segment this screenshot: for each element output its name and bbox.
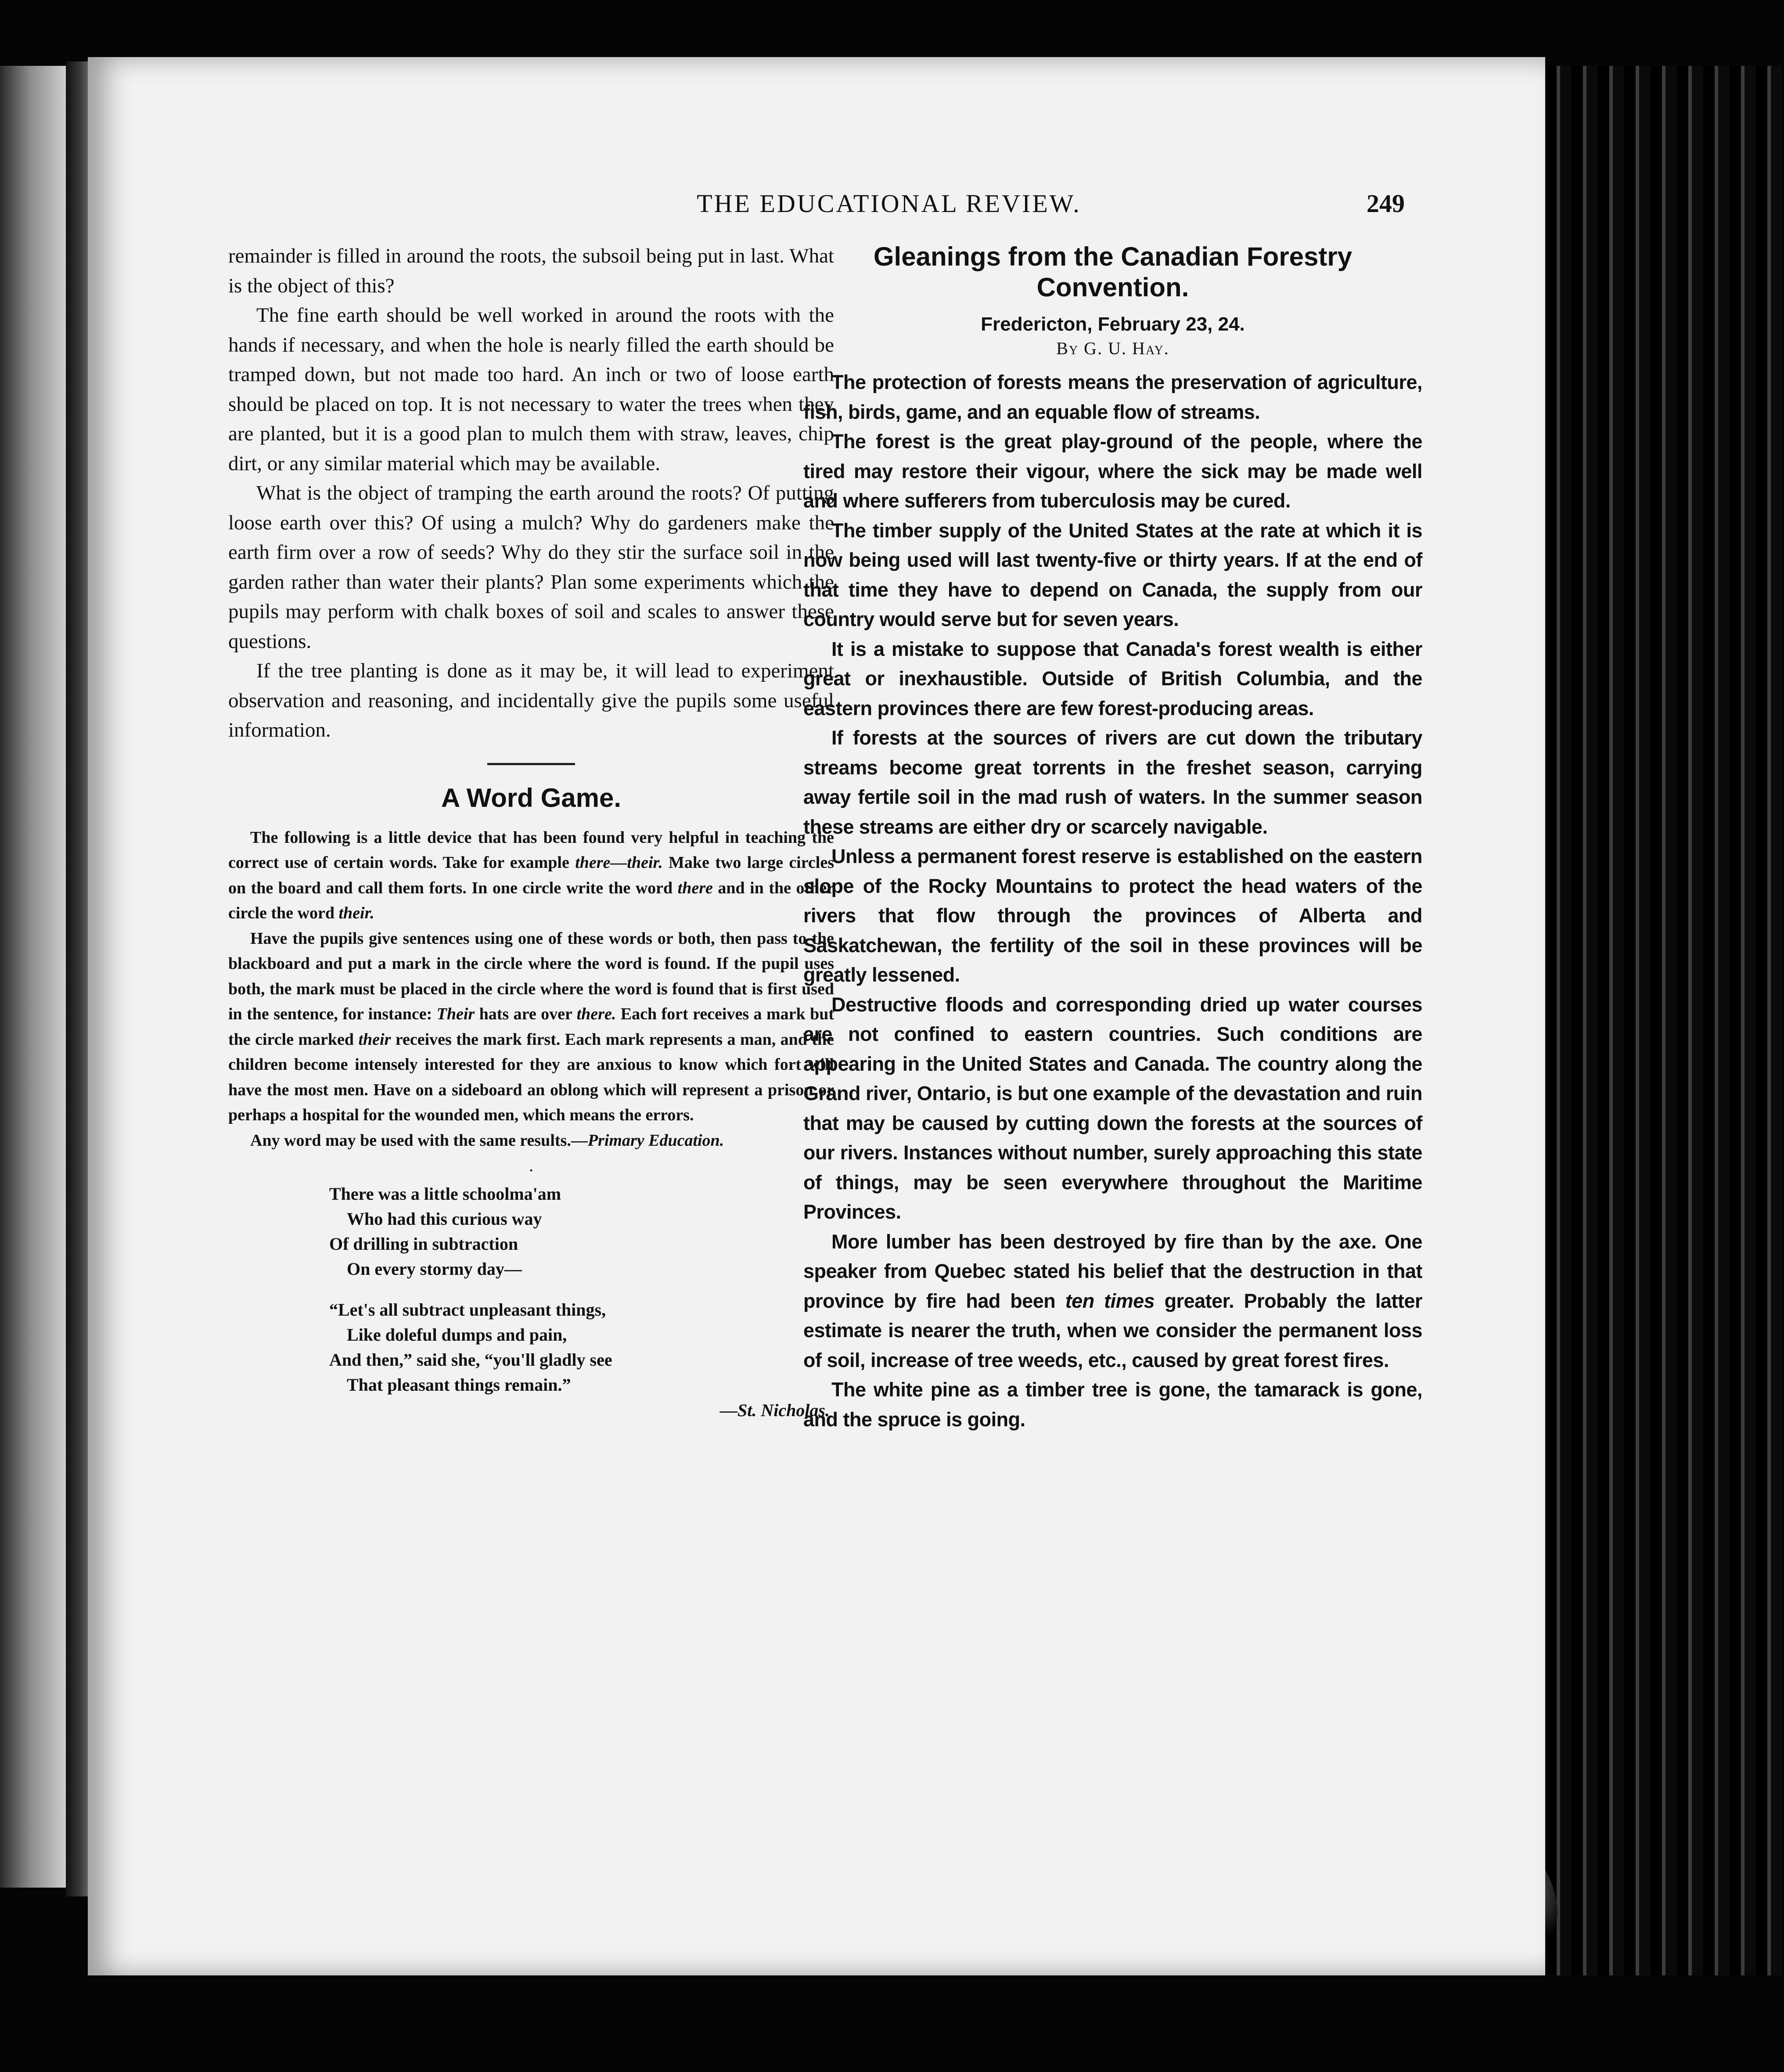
word-game-paragraph: Have the pupils give sentences using one of these words or both, then pass to the blackboard and put a mark in the circle where the word is found. If the pupil uses both, the mark must be placed in the circle where the word is found that is first used in the sentence, for instance: Their hats are over there. Each fort receives a mark but the circle marked their receives the mark first. Each mark represents a man, and the children become intensely interested for they are anxious to know which fort will have the most men. Have on a sideboard an oblong which will represent a prison or perhaps a hospital for the wounded men, which means the errors. xyxy=(228,929,834,1124)
page-number: 249 xyxy=(1367,189,1405,218)
paragraph: If forests at the sources of rivers are cut down the tributary streams become great torrents in the freshet season, carrying away fertile soil in the mad rush of waters. In the summer season these streams are either dry or scarcely navigable. xyxy=(803,727,1422,838)
paragraph: What is the object of tramping the earth around the roots? Of putting loose earth over this? Of using a mulch? Why do gardeners make the earth firm over a row of seeds? Why do they stir the surface soil in the garden rather than water their plants? Plan some experiments which the pupils may perform with chalk boxes of soil and scales to answer these questions. xyxy=(228,482,834,653)
dot-divider: . xyxy=(529,1155,533,1175)
left-column xyxy=(228,241,834,1421)
poem-line: Who had this curious way xyxy=(347,1209,542,1229)
paragraph: More lumber has been destroyed by fire than by the axe. One speaker from Quebec stated his belief that the destruction in that province by fire had been ten times greater. Probably the latter estimate is nearer the truth, when we consider the permanent loss of soil, increase of tree weeds, etc., caused by great forest fires. xyxy=(803,1230,1422,1371)
paragraph: If the tree planting is done as it may be, it will lead to experiment observation and reasoning, and incidentally give the pupils some useful information. xyxy=(228,659,834,741)
word-game-paragraph: Any word may be used with the same results.—Primary Education. xyxy=(250,1131,724,1150)
paragraph: The forest is the great play-ground of the people, where the tired may restore their vigour, where the sick may be made well and where sufferers from tuberculosis may be cured. xyxy=(803,430,1422,512)
paragraph: It is a mistake to suppose that Canada's forest wealth is either great or inexhaustible. Outside of British Columbia, and the eastern provinces there are few forest-producing areas. xyxy=(803,637,1422,719)
poem-credit: —St. Nicholas. xyxy=(719,1400,830,1420)
poem-line: “Let's all subtract unpleasant things, xyxy=(329,1300,606,1320)
poem-line: And then,” said she, “you'll gladly see xyxy=(329,1350,612,1370)
paragraph: Destructive floods and corresponding dried up water courses are not confined to eastern countries. Such conditions are appearing in the United States and Canada. The country along the Grand river, Ontario, is but one example of the devastation and ruin that may be caused by cutting down the forests at the sources of our rivers. Instances without number, surely approaching this state of things, may be seen everywhere throughout the Maritime Provinces. xyxy=(803,993,1422,1223)
running-title: THE EDUCATIONAL REVIEW. xyxy=(697,189,1081,218)
article-byline: By G. U. Hay. xyxy=(1056,338,1169,358)
paragraph: The fine earth should be well worked in around the roots with the hands if necessary, and when the hole is nearly filled the earth should be tramped down, but not made too hard. An inch or two of loose earth should be placed on top. It is not necessary to water the trees when they are planted, but it is a good plan to mulch them with straw, leaves, chip dirt, or any similar material which may be available. xyxy=(228,304,834,475)
paragraph: The protection of forests means the preservation of agriculture, fish, birds, game, and an equable flow of streams. xyxy=(803,371,1422,423)
paragraph: The timber supply of the United States at the rate at which it is now being used will last twenty-five or thirty years. If at the end of that time they have to depend on Canada, the supply from our country would serve but for seven years. xyxy=(803,519,1422,630)
paragraph: Unless a permanent forest reserve is established on the eastern slope of the Rocky Mountains to protect the head waters of the rivers that flow through the provinces of Alberta and Saskatchewan, the fertility of the soil in these provinces will be greatly lessened. xyxy=(803,845,1422,986)
poem-line: Like doleful dumps and pain, xyxy=(347,1325,567,1345)
document-page xyxy=(88,57,1545,1975)
page-stack-edges xyxy=(1545,66,1784,1975)
word-game-title: A Word Game. xyxy=(441,783,622,813)
article-subtitle: Fredericton, February 23, 24. xyxy=(981,313,1245,335)
word-game-paragraph: The following is a little device that has been found very helpful in teaching the correct use of certain words. Take for example there—their. Make two large circles on the board and call them forts. In one circle write the word there and in the other circle the word their. xyxy=(228,828,834,922)
poem-line: Of drilling in subtraction xyxy=(329,1234,518,1254)
poem-line: There was a little schoolma'am xyxy=(329,1184,561,1204)
poem-line: That pleasant things remain.” xyxy=(347,1375,571,1395)
paragraph: The white pine as a timber tree is gone, the tamarack is gone, and the spruce is going. xyxy=(803,1378,1422,1431)
right-column xyxy=(803,241,1422,1434)
poem-line: On every stormy day— xyxy=(347,1259,522,1279)
paragraph: remainder is filled in around the roots, the subsoil being put in last. What is the object of this? xyxy=(228,245,834,297)
facing-page-edge xyxy=(0,66,66,1888)
poem xyxy=(228,1181,834,1397)
section-divider xyxy=(487,763,575,765)
book-gutter xyxy=(66,61,90,1896)
article-title: Gleanings from the Canadian Forestry Convention. xyxy=(873,242,1352,302)
